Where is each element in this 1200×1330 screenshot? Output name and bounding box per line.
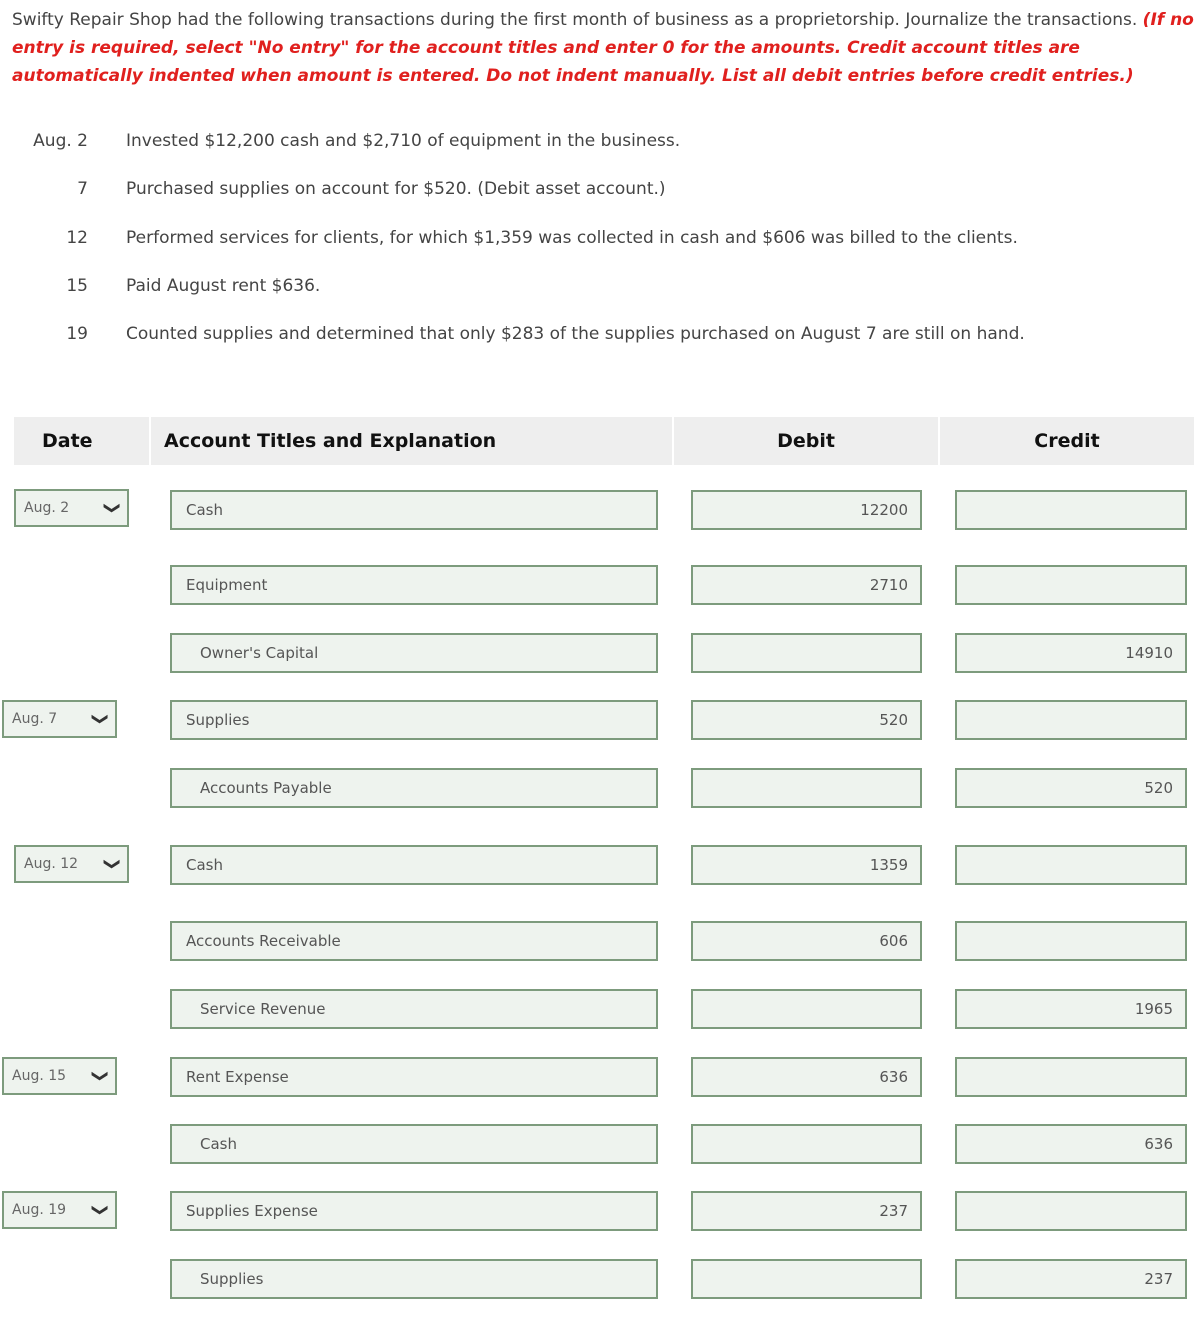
- credit-input[interactable]: 14910: [955, 633, 1187, 673]
- transaction-row: [0, 276, 1150, 306]
- debit-input[interactable]: [691, 768, 922, 808]
- account-title-input[interactable]: Cash: [170, 490, 658, 530]
- account-title-input[interactable]: Supplies: [170, 1259, 658, 1299]
- transaction-text: Purchased supplies on account for $520. (Debit asset account.): [126, 179, 666, 199]
- credit-input[interactable]: [955, 565, 1187, 605]
- header-debit: Debit: [674, 417, 938, 465]
- debit-input[interactable]: [691, 989, 922, 1029]
- transaction-text: Paid August rent $636.: [126, 276, 321, 296]
- credit-input[interactable]: [955, 700, 1187, 740]
- credit-input[interactable]: 636: [955, 1124, 1187, 1164]
- chevron-down-icon: ❯: [91, 712, 111, 726]
- account-title-input[interactable]: Equipment: [170, 565, 658, 605]
- transaction-date: 12: [66, 228, 88, 248]
- date-select-value: Aug. 12: [24, 856, 79, 872]
- date-select-value: Aug. 19: [12, 1202, 67, 1218]
- account-title-input[interactable]: Owner's Capital: [170, 633, 658, 673]
- account-title-input[interactable]: Cash: [170, 1124, 658, 1164]
- debit-input[interactable]: 237: [691, 1191, 922, 1231]
- transaction-row: [0, 324, 1150, 354]
- credit-input[interactable]: [955, 1191, 1187, 1231]
- header-date: Date: [14, 417, 149, 465]
- journal-table-header: [14, 417, 1194, 465]
- account-title-input[interactable]: Supplies Expense: [170, 1191, 658, 1231]
- transaction-date: 19: [66, 324, 88, 344]
- credit-input[interactable]: 237: [955, 1259, 1187, 1299]
- debit-input[interactable]: [691, 1124, 922, 1164]
- transaction-text: Counted supplies and determined that only $283 of the supplies purchased on August 7 are still on hand.: [126, 324, 1025, 344]
- credit-input[interactable]: 1965: [955, 989, 1187, 1029]
- transaction-text: Performed services for clients, for which $1,359 was collected in cash and $606 was billed to the clients.: [126, 228, 1018, 248]
- credit-input[interactable]: [955, 490, 1187, 530]
- account-title-input[interactable]: Supplies: [170, 700, 658, 740]
- account-title-input[interactable]: Service Revenue: [170, 989, 658, 1029]
- transaction-row: [0, 179, 1150, 209]
- transaction-row: [0, 131, 1150, 161]
- date-select[interactable]: [14, 845, 129, 883]
- credit-input[interactable]: [955, 845, 1187, 885]
- transaction-date: 15: [66, 276, 88, 296]
- debit-input[interactable]: 520: [691, 700, 922, 740]
- account-title-input[interactable]: Accounts Receivable: [170, 921, 658, 961]
- transaction-date: 7: [77, 179, 88, 199]
- date-select-value: Aug. 15: [12, 1068, 67, 1084]
- date-select[interactable]: [2, 700, 117, 738]
- chevron-down-icon: ❯: [103, 857, 123, 871]
- header-credit: Credit: [940, 417, 1194, 465]
- chevron-down-icon: ❯: [103, 501, 123, 515]
- date-select[interactable]: [2, 1191, 117, 1229]
- instructions: [12, 6, 1197, 90]
- chevron-down-icon: ❯: [91, 1203, 111, 1217]
- credit-input[interactable]: [955, 1057, 1187, 1097]
- header-account: Account Titles and Explanation: [151, 417, 672, 465]
- transaction-row: [0, 228, 1150, 258]
- date-select[interactable]: [2, 1057, 117, 1095]
- chevron-down-icon: ❯: [91, 1069, 111, 1083]
- debit-input[interactable]: 606: [691, 921, 922, 961]
- credit-input[interactable]: 520: [955, 768, 1187, 808]
- credit-input[interactable]: [955, 921, 1187, 961]
- transaction-date: Aug. 2: [33, 131, 88, 151]
- debit-input[interactable]: [691, 1259, 922, 1299]
- instructions-lead: Swifty Repair Shop had the following transactions during the first month of business as a proprietorship. Journalize the transactions.: [12, 10, 1138, 30]
- debit-input[interactable]: [691, 633, 922, 673]
- account-title-input[interactable]: Cash: [170, 845, 658, 885]
- date-select-value: Aug. 7: [12, 711, 58, 727]
- transaction-text: Invested $12,200 cash and $2,710 of equipment in the business.: [126, 131, 681, 151]
- date-select-value: Aug. 2: [24, 500, 70, 516]
- account-title-input[interactable]: Accounts Payable: [170, 768, 658, 808]
- instructions-warning: (If no entry is required, select "No entry" for the account titles and enter 0 for the amounts. Credit account titles are automatically indented when amount is entered. Do not indent manually. List all debit entries before credit entries.): [12, 10, 1194, 86]
- date-select[interactable]: [14, 489, 129, 527]
- debit-input[interactable]: 12200: [691, 490, 922, 530]
- account-title-input[interactable]: Rent Expense: [170, 1057, 658, 1097]
- debit-input[interactable]: 2710: [691, 565, 922, 605]
- debit-input[interactable]: 1359: [691, 845, 922, 885]
- debit-input[interactable]: 636: [691, 1057, 922, 1097]
